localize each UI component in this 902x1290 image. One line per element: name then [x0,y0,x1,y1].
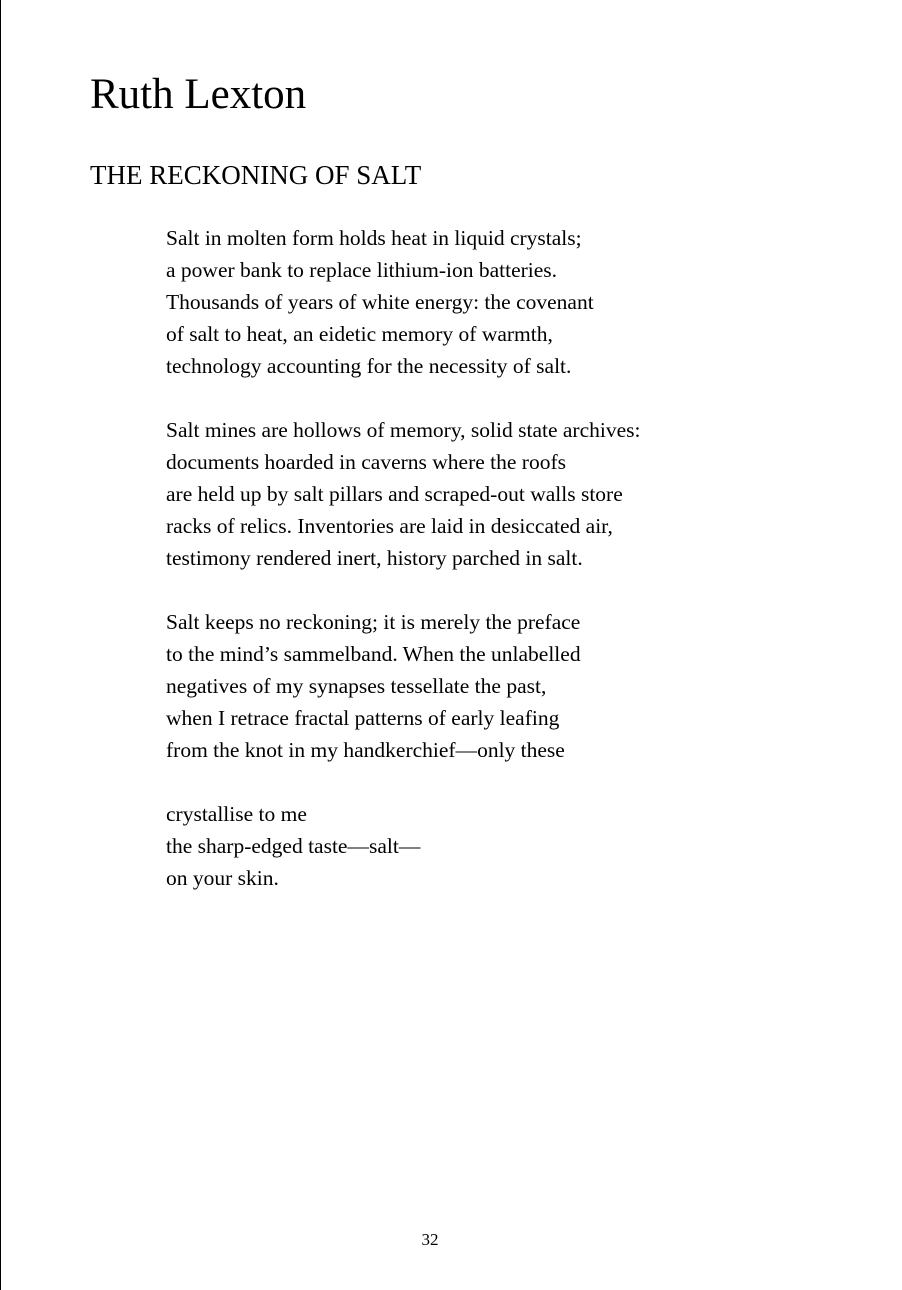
stanza-2 [166,414,866,574]
poem-line: negatives of my synapses tessellate the past, [166,674,547,698]
poem-line: Salt mines are hollows of memory, solid state archives: [166,418,641,442]
poem-line: from the knot in my handkerchief—only these [166,738,565,762]
poem-line: are held up by salt pillars and scraped-out walls store [166,482,623,506]
poem-line: on your skin. [166,866,279,890]
poem-line: when I retrace fractal patterns of early leafing [166,706,560,730]
poem-line: a power bank to replace lithium-ion batteries. [166,258,558,282]
poem-body [166,222,866,926]
poem-line: Salt keeps no reckoning; it is merely the preface [166,610,581,634]
poem-line: crystallise to me [166,802,307,826]
poem-line: of salt to heat, an eidetic memory of warmth, [166,322,553,346]
stanza-1 [166,222,866,382]
poem-line: Salt in molten form holds heat in liquid crystals; [166,226,582,250]
poem-line: the sharp-edged taste—salt— [166,834,421,858]
poem-line: testimony rendered inert, history parched in salt. [166,546,583,570]
poem-line: Thousands of years of white energy: the covenant [166,290,594,314]
page-number: 32 [421,1230,439,1249]
poem-title: THE RECKONING OF SALT [90,160,422,190]
stanza-4 [166,798,866,894]
poem-line: to the mind’s sammelband. When the unlabelled [166,642,581,666]
author-name: Ruth Lexton [90,71,307,118]
page-left-edge [0,0,1,1290]
poem-line: technology accounting for the necessity of salt. [166,354,572,378]
stanza-3 [166,606,866,766]
poem-line: racks of relics. Inventories are laid in desiccated air, [166,514,613,538]
poem-line: documents hoarded in caverns where the roofs [166,450,566,474]
